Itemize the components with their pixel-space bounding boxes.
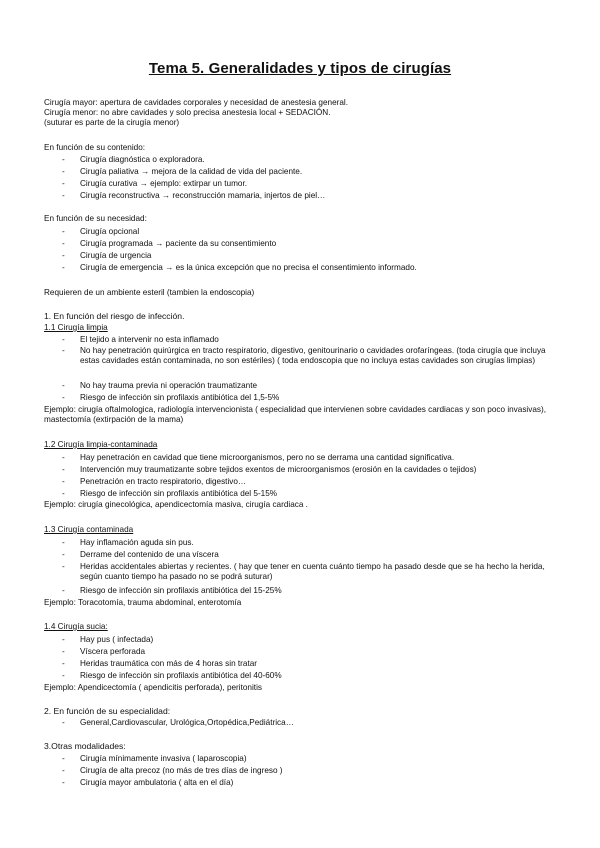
list-item: Riesgo de infección sin profilaxis antibiótica del 5-15% [80, 489, 278, 498]
list-item: Riesgo de infección sin profilaxis antibiótica del 15-25% [80, 586, 282, 595]
bullet: - [62, 635, 65, 644]
bullet: - [62, 477, 65, 486]
section-heading-riesgo: 1. En función del riesgo de infección. [44, 311, 185, 321]
bullet: - [62, 155, 65, 164]
bullet: - [62, 167, 65, 176]
bullet: - [62, 191, 65, 200]
list-item: Cirugía de alta precoz (no más de tres días de ingreso ) [80, 766, 283, 775]
list-item: Cirugía de urgencia [80, 251, 152, 260]
bullet: - [62, 562, 65, 571]
bullet: - [62, 335, 65, 344]
bullet: - [62, 263, 65, 272]
bullet: - [62, 778, 65, 787]
example-line: Ejemplo: Toracotomía, trauma abdominal, enterotomía [44, 598, 242, 607]
list-item: Víscera perforada [80, 647, 146, 656]
list-item: El tejido a intervenir no esta inflamado [80, 335, 219, 344]
bullet: - [62, 671, 65, 680]
bullet: - [62, 754, 65, 763]
intro-line: Cirugía mayor: apertura de cavidades corporales y necesidad de anestesia general. [44, 98, 349, 107]
subsection-heading-limpia-contaminada: 1.2 Cirugía limpia-contaminada [44, 440, 158, 449]
list-item: Cirugía de emergencia → es la única excepción que no precisa el consentimiento informado. [80, 263, 417, 272]
bullet: - [62, 465, 65, 474]
bullet: - [62, 659, 65, 668]
intro-line: Cirugía menor: no abre cavidades y solo precisa anestesia local + SEDACIÓN. [44, 108, 331, 117]
list-item: Cirugía diagnóstica o exploradora. [80, 155, 205, 164]
list-item: Heridas traumática con más de 4 horas sin tratar [80, 659, 258, 668]
list-item: Heridas accidentales abiertas y recientes. ( hay que tener en cuenta cuánto tiempo ha pasado desde que se ha hecho la herida, según cuanto tiempo ha pasado no se podrá suturar) [80, 562, 545, 581]
example-line: Ejemplo: cirugía oftalmologica, radiología intervencionista ( especialidad que intervienen sobre cavidades cardiacas y son poco invasivas), mastectomía (extirpación de la mama) [44, 405, 546, 424]
intro-line: (suturar es parte de la cirugía menor) [44, 118, 180, 127]
list-item: Cirugía mínimamente invasiva ( laparoscopia) [80, 754, 247, 763]
section-heading-especialidad: 2. En función de su especialidad: [44, 706, 171, 716]
list-item: Cirugía programada → paciente da su consentimiento [80, 239, 277, 248]
bullet: - [62, 227, 65, 236]
example-line: Ejemplo: cirugía ginecológica, apendicectomía masiva, cirugía cardiaca . [44, 500, 308, 509]
list-item: Cirugía mayor ambulatoria ( alta en el día) [80, 778, 234, 787]
list-item: Riesgo de infección sin profilaxis antibiótica del 1,5-5% [80, 393, 280, 402]
list-item: No hay trauma previa ni operación traumatizante [80, 381, 258, 390]
bullet: - [62, 179, 65, 188]
list-item: Intervención muy traumatizante sobre tejidos exentos de microorganismos (erosión en la cavidades o tejidos) [80, 465, 477, 474]
bullet: - [62, 381, 65, 390]
list-item: Hay inflamación aguda sin pus. [80, 538, 194, 547]
bullet: - [62, 251, 65, 260]
bullet: - [62, 393, 65, 402]
bullet: - [62, 346, 65, 355]
list-item: Derrame del contenido de una víscera [80, 550, 219, 559]
subsection-heading-sucia: 1.4 Cirugía sucia: [44, 622, 108, 631]
list-item: Cirugía paliativa → mejora de la calidad de vida del paciente. [80, 167, 303, 176]
ambiente-note: Requieren de un ambiente esteril (tambien la endoscopia) [44, 288, 255, 297]
example-line: Ejemplo: Apendicectomía ( apendicitis perforada), peritonitis [44, 683, 262, 692]
list-item: Hay penetración en cavidad que tiene microorganismos, pero no se derrama una cantidad significativa. [80, 453, 455, 462]
bullet: - [62, 718, 65, 727]
list-item: Cirugía curativa → ejemplo: extirpar un tumor. [80, 179, 248, 188]
section-heading-modalidades: 3.Otras modalidades: [44, 741, 126, 751]
bullet: - [62, 489, 65, 498]
list-item: Cirugía opcional [80, 227, 140, 236]
bullet: - [62, 766, 65, 775]
bullet: - [62, 550, 65, 559]
subsection-heading-contaminada: 1.3 Cirugía contaminada [44, 525, 134, 534]
section-heading-contenido: En función de su contenido: [44, 143, 146, 152]
list-item: Cirugía reconstructiva → reconstrucción mamaria, injertos de piel… [80, 191, 326, 200]
bullet: - [62, 453, 65, 462]
list-item: Riesgo de infección sin profilaxis antibiótica del 40-60% [80, 671, 282, 680]
bullet: - [62, 239, 65, 248]
bullet: - [62, 647, 65, 656]
section-heading-necesidad: En función de su necesidad: [44, 214, 147, 223]
page-title: Tema 5. Generalidades y tipos de cirugías [148, 60, 452, 77]
list-item: Hay pus ( infectada) [80, 635, 154, 644]
list-item: Penetración en tracto respiratorio, digestivo… [80, 477, 247, 486]
subsection-heading-limpia: 1.1 Cirugía limpia [44, 323, 108, 332]
list-item: General,Cardiovascular, Urológica,Ortopédica,Pediátrica… [80, 718, 294, 727]
list-item: No hay penetración quirúrgica en tracto respiratorio, digestivo, genitourinario o cavidades orofaríngeas. (toda cirugía que incluya estas cavidades están contaminada, no son estériles) ( toda endoscopia que no incluya estas cavidades son cirugías limpias) [80, 346, 546, 365]
bullet: - [62, 538, 65, 547]
bullet: - [62, 586, 65, 595]
